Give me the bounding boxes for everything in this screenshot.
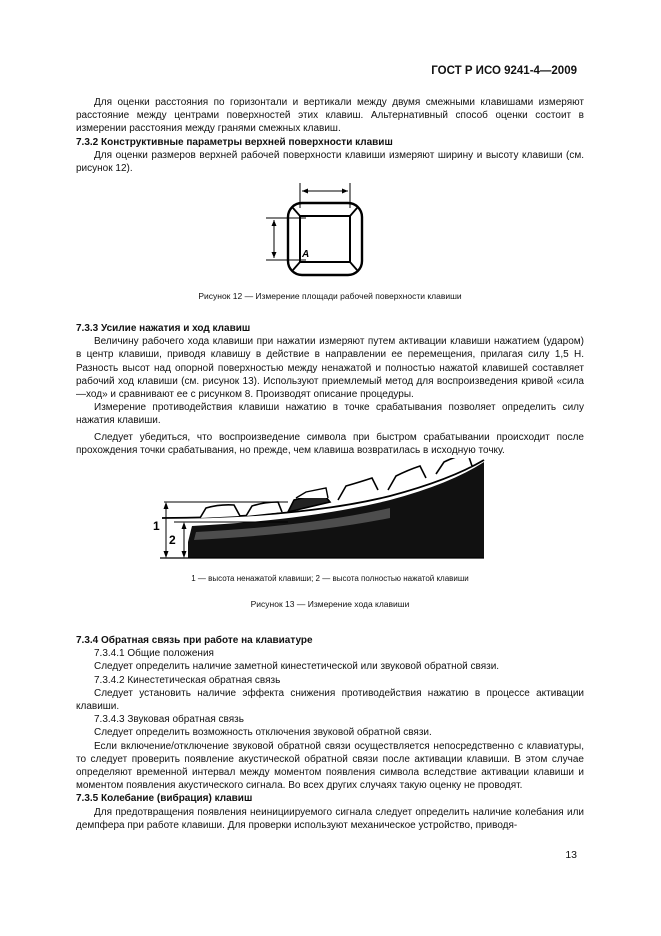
- section-7-3-3-heading: 7.3.3 Усилие нажатия и ход клавиш: [76, 323, 251, 334]
- section-7-3-5-text: Для предотвращения появления неинициируемого сигнала следует определить наличие колебания или демпфера при работе клавиши. Для проверки используют механическое устройство, приводя-: [76, 806, 584, 831]
- figure-13-label-1: 1: [153, 519, 160, 533]
- section-7-3-4-2-text: Следует установить наличие эффекта снижения противодействия нажатию в процессе активации клавиши.: [76, 687, 584, 713]
- section-7-3-4-3-title: 7.3.4.3 Звуковая обратная связь: [94, 714, 244, 726]
- section-7-3-2-heading: 7.3.2 Конструктивные параметры верхней поверхности клавиш: [76, 136, 393, 148]
- intro-block: [76, 96, 584, 175]
- figure-12-caption: Рисунок 12 — Измерение площади рабочей поверхности клавиши: [198, 291, 462, 301]
- section-7-3-4: [76, 634, 584, 832]
- figure-13-label-2: 2: [169, 533, 176, 547]
- section-7-3-4-3-text-2: Если включение/отключение звуковой обратной связи осуществляется непосредственно с клавиатуры, то следует проверить появление акустической обратной связи после активации клавиши. В этом случае определяют временной интервал между моментом появления символа вследствие активации клавиши и моментом появления акустического сигнала. Во всех других случаях такую оценку не проводят.: [76, 740, 584, 792]
- standard-header: ГОСТ Р ИСО 9241-4—2009: [431, 65, 577, 77]
- section-7-3-4-1-title: 7.3.4.1 Общие положения: [94, 648, 214, 660]
- section-7-3-5-heading: 7.3.5 Колебание (вибрация) клавиш: [76, 793, 253, 805]
- figure-12-key-drawing: [262, 178, 382, 278]
- figure-12-label-a: A: [302, 249, 310, 260]
- section-7-3-3-paragraph-2: Измерение противодействия клавиши нажатию в точке срабатывания позволяет определить силу нажатия клавиши.: [76, 402, 584, 427]
- section-7-3-3-paragraph-3: Следует убедиться, что воспроизведение символа при быстром срабатывании происходит после прохождения точки срабатывания, но прежде, чем клавиша возвратилась в исходную точку.: [76, 431, 584, 456]
- section-7-3-3-paragraph-1: Величину рабочего хода клавиши при нажатии измеряют путем активации клавиши нажатием (ударом) в центр клавиши, приводя клавишу в действие в направлении ее перемещения, прилагая силу 1,5 Н. Разность высот над опорной поверхностью между ненажатой и полностью нажатой клавишей составляет рабочий ход клавиши (см. рисунок 13). Используют приемлемый метод для воспроизведения кривой «сила—ход» и сравнивают ее с рисунком 8. Производят описание процедуры.: [76, 336, 584, 401]
- page-number: 13: [565, 849, 577, 861]
- section-7-3-4-1-text: Следует определить наличие заметной кинестетической или звуковой обратной связи.: [94, 661, 500, 673]
- section-7-3-4-3-text-1: Следует определить возможность отключения звуковой обратной связи.: [94, 727, 432, 739]
- intro-paragraph: Для оценки расстояния по горизонтали и вертикали между двумя смежными клавишами измеряют расстояние между центрами поверхностей этих клавиш. Альтернативный способ оценки состоит в измерении расстояния между гранями смежных клавиш.: [76, 97, 584, 135]
- figure-13-caption: Рисунок 13 — Измерение хода клавиши: [250, 599, 410, 609]
- section-7-3-4-heading: 7.3.4 Обратная связь при работе на клавиатуре: [76, 635, 313, 646]
- section-7-3-2-text: Для оценки размеров верхней рабочей поверхности клавиши измеряют ширину и высоту клавиши (см. рисунок 12).: [76, 149, 584, 175]
- figure-13-keyboard-drawing: [150, 458, 490, 566]
- section-7-3-3: [76, 322, 584, 457]
- section-7-3-4-2-title: 7.3.4.2 Кинестетическая обратная связь: [94, 674, 281, 686]
- figure-13-legend: 1 — высота ненажатой клавиши; 2 — высота полностью нажатой клавиши: [191, 574, 469, 583]
